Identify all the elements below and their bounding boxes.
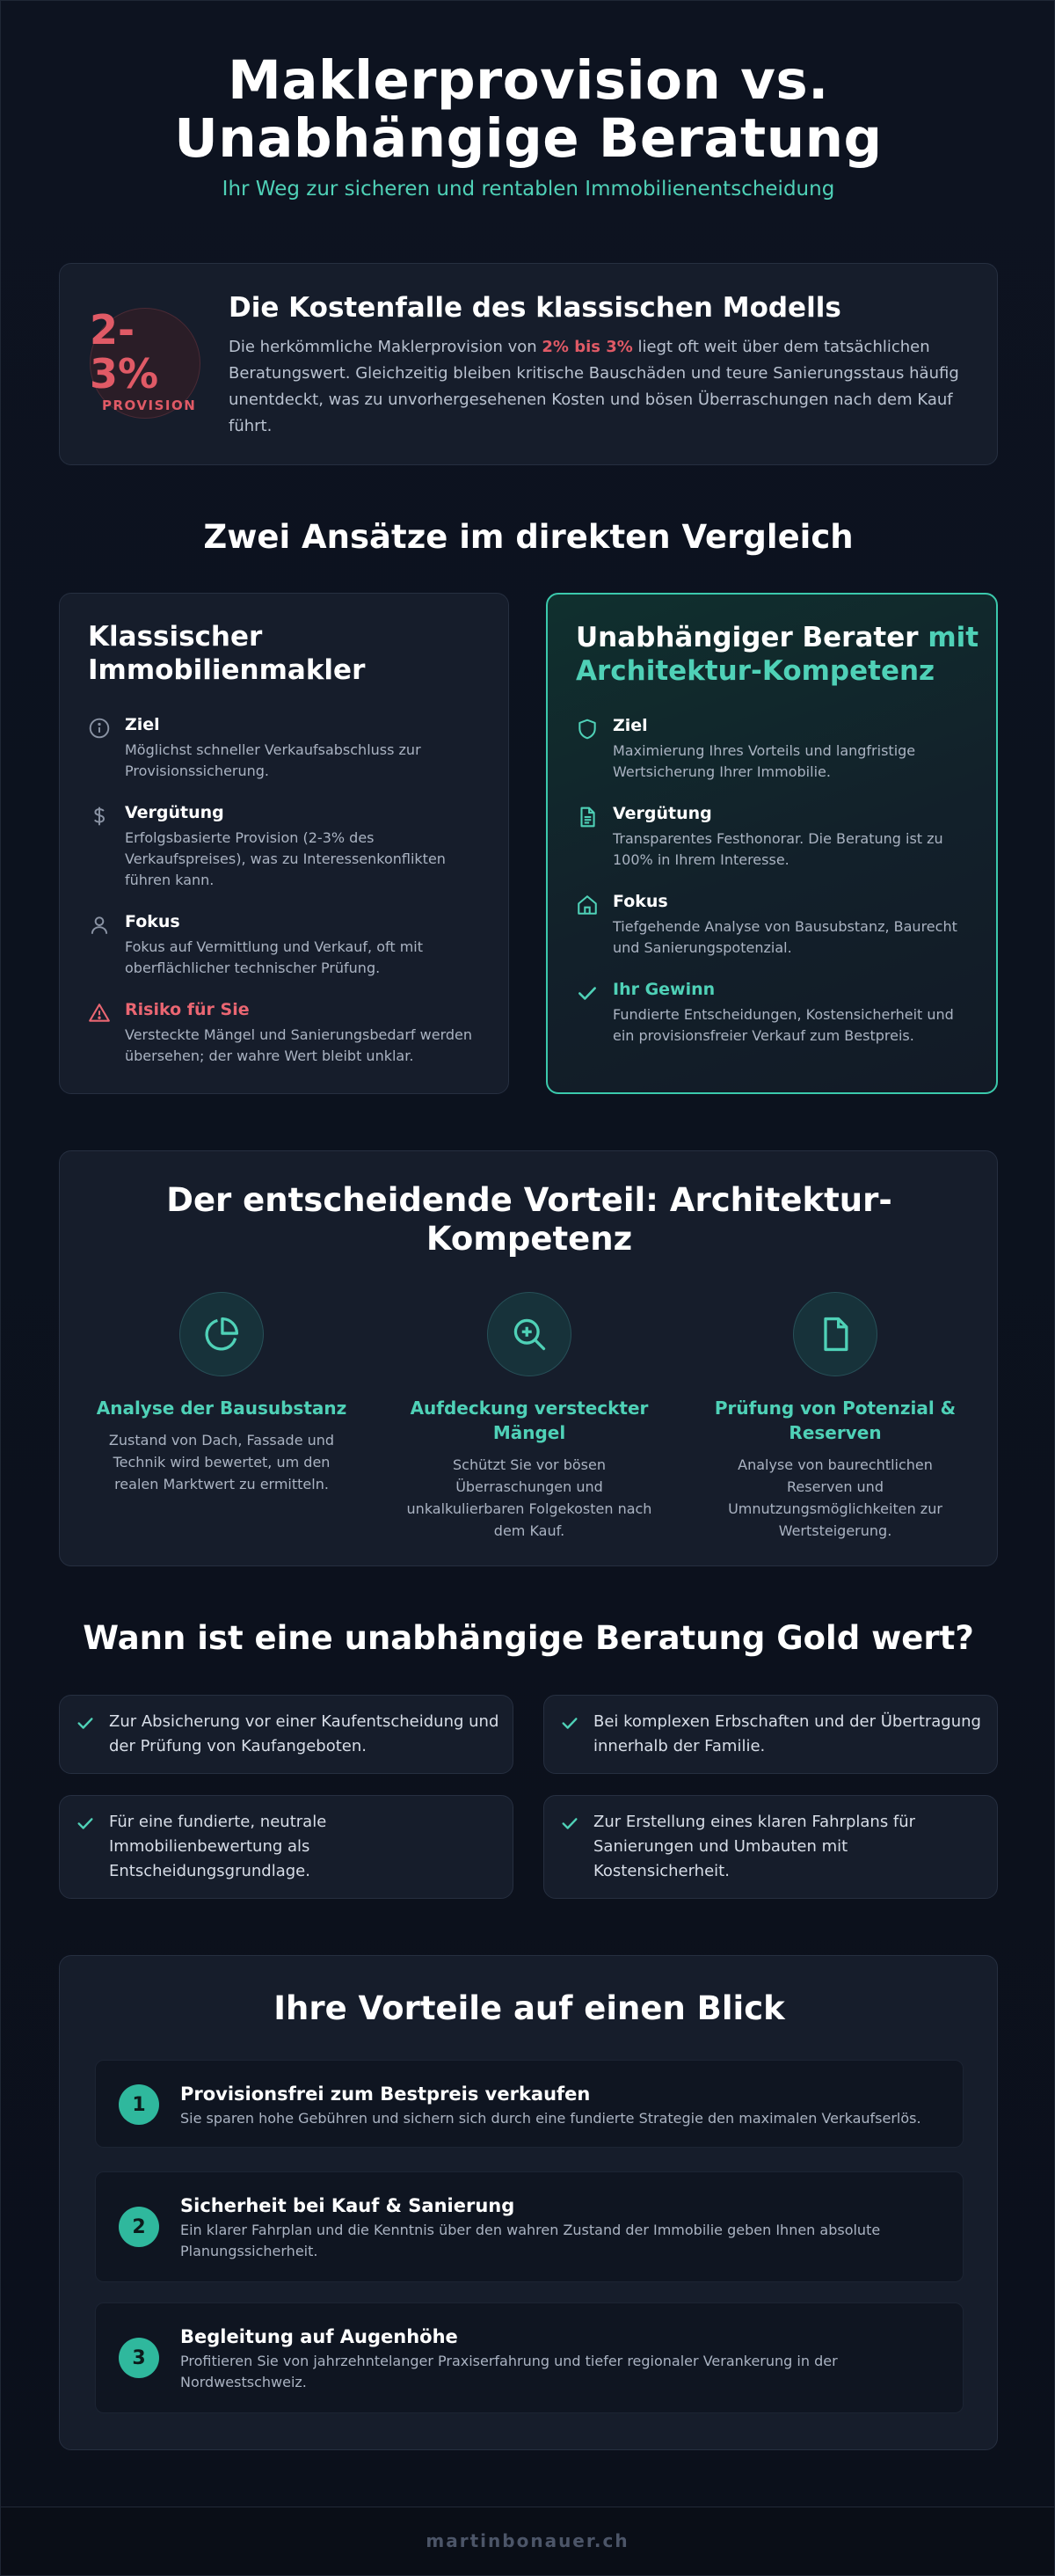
benefit-title: Sicherheit bei Kauf & Sanierung <box>180 2195 515 2216</box>
when-item-text: Zur Erstellung eines klaren Fahrplans für Sanierungen und Umbauten mit Kostensicherheit. <box>593 1813 916 1880</box>
feature-building-analysis <box>81 1292 362 1495</box>
benefit-title: Provisionsfrei zum Bestpreis verkaufen <box>180 2083 591 2105</box>
benefit-number-badge: 2 <box>119 2207 159 2247</box>
when-item-text: Für eine fundierte, neutrale Immobilienbewertung als Entscheidungsgrundlage. <box>109 1813 327 1880</box>
classic-item-goal <box>88 715 484 794</box>
feature-title: Aufdeckung versteckter Mängel <box>410 1397 649 1443</box>
commission-label: PROVISION <box>102 398 197 413</box>
classic-goal-text: Möglichst schneller Verkaufsabschluss zur Provisionssicherung. <box>125 741 421 779</box>
architecture-advantage-title-line-2: Kompetenz <box>426 1220 633 1258</box>
check-icon <box>560 1713 579 1733</box>
architecture-advantage-card <box>59 1150 998 1566</box>
benefits-title: Ihre Vorteile auf einen Blick <box>273 1989 785 2027</box>
when-item <box>59 1695 513 1774</box>
independent-goal-text: Maximierung Ihres Vorteils und langfristige Wertsicherung Ihrer Immobilie. <box>613 742 916 780</box>
feature-text: Zustand von Dach, Fassade und Technik wird bewertet, um den realen Marktwert zu ermitteln. <box>108 1432 335 1492</box>
classic-focus-text: Fokus auf Vermittlung und Verkauf, oft mit oberflächlicher technischer Prüfung. <box>125 938 423 976</box>
pie-chart-icon <box>202 1315 241 1354</box>
warning-icon <box>88 1002 111 1025</box>
feature-text: Analyse von baurechtlichen Reserven und Umnutzungsmöglichkeiten zur Wertsteigerung. <box>728 1456 942 1539</box>
classic-broker-title-line-2: Immobilienmakler <box>88 654 366 686</box>
check-icon <box>576 982 599 1004</box>
independent-goal-label: Ziel <box>613 716 648 735</box>
benefit-text: Sie sparen hohe Gebühren und sichern sich durch eine fundierte Strategie den maximalen Verkaufserlös. <box>180 2110 921 2127</box>
classic-item-focus <box>88 912 484 991</box>
commission-percentage-line-2: 3% <box>90 350 159 398</box>
independent-gain-text: Fundierte Entscheidungen, Kostensicherheit und ein provisionsfreier Verkauf zum Bestpreis. <box>613 1006 954 1044</box>
when-item <box>59 1795 513 1899</box>
cost-text-part-1: Die herkömmliche Maklerprovision von <box>229 338 542 356</box>
page-subtitle: Ihr Weg zur sicheren und rentablen Immobilienentscheidung <box>222 178 835 201</box>
independent-title-accent-1: mit <box>928 622 979 653</box>
independent-item-focus <box>576 892 971 971</box>
when-item <box>543 1795 998 1899</box>
footer <box>1 2507 1054 2575</box>
commission-percentage-line-1: 2- <box>90 306 135 354</box>
cost-trap-card <box>59 263 998 465</box>
home-icon <box>576 894 599 916</box>
cost-text-highlight: 2% bis 3% <box>542 338 633 356</box>
cost-text-part-2: liegt oft weit über dem tatsächlichen Beratungswert. Gleichzeitig bleiben kritische Bauschäden und teure Sanierungsstaus häufig unentdeckt, was zu unvorhergesehenen Kosten und bösen Überraschungen nach dem Kauf führt. <box>229 338 959 435</box>
feature-icon-circle <box>179 1292 264 1376</box>
classic-item-risk <box>88 1000 484 1079</box>
commission-percentage <box>90 308 158 396</box>
classic-risk-text: Versteckte Mängel und Sanierungsbedarf werden übersehen; der wahre Wert bleibt unklar. <box>125 1026 473 1064</box>
benefit-title: Begleitung auf Augenhöhe <box>180 2326 458 2347</box>
classic-item-compensation <box>88 803 484 900</box>
document-icon <box>576 806 599 828</box>
independent-advisor-card <box>546 593 998 1094</box>
independent-focus-label: Fokus <box>613 892 668 911</box>
independent-title-accent-2: Architektur-Kompetenz <box>576 655 935 687</box>
when-item-text: Zur Absicherung vor einer Kaufentscheidung und der Prüfung von Kaufangeboten. <box>109 1712 499 1755</box>
feature-icon-circle <box>793 1292 877 1376</box>
benefit-text: Profitieren Sie von jahrzehntelanger Praxiserfahrung und tiefer regionaler Verankerung in der Nordwestschweiz. <box>180 2353 838 2390</box>
architecture-advantage-title-line-1: Der entscheidende Vorteil: Architektur- <box>166 1181 892 1219</box>
classic-broker-card <box>59 593 509 1094</box>
page-title-line-2: Unabhängige Beratung <box>174 107 883 170</box>
benefit-number-badge: 3 <box>119 2338 159 2378</box>
benefit-item <box>95 2060 964 2148</box>
check-icon <box>76 1813 95 1833</box>
benefit-item <box>95 2171 964 2282</box>
page-title <box>1 49 1055 170</box>
classic-risk-label: Risiko für Sie <box>125 1000 250 1019</box>
independent-focus-text: Tiefgehende Analyse von Bausubstanz, Baurecht und Sanierungspotenzial. <box>613 918 957 956</box>
classic-broker-title <box>88 620 492 687</box>
comparison-title: Zwei Ansätze im direkten Vergleich <box>203 518 854 556</box>
info-icon <box>88 717 111 740</box>
cost-trap-text <box>229 334 967 440</box>
check-icon <box>560 1813 579 1833</box>
shield-icon <box>576 718 599 741</box>
classic-focus-label: Fokus <box>125 912 180 931</box>
independent-gain-label: Ihr Gewinn <box>613 980 716 999</box>
architecture-advantage-title <box>60 1181 999 1259</box>
user-icon <box>88 914 111 937</box>
feature-hidden-defects <box>389 1292 670 1542</box>
classic-broker-title-line-1: Klassischer <box>88 621 263 653</box>
classic-goal-label: Ziel <box>125 715 160 734</box>
feature-icon-circle <box>487 1292 571 1376</box>
file-icon <box>816 1315 855 1354</box>
independent-compensation-text: Transparentes Festhonorar. Die Beratung ist zu 100% in Ihrem Interesse. <box>613 830 943 868</box>
independent-item-compensation <box>576 804 971 883</box>
classic-compensation-text: Erfolgsbasierte Provision (2-3% des Verkaufspreises), was zu Interessenkonflikten führen kann. <box>125 829 446 888</box>
independent-item-goal <box>576 716 971 795</box>
independent-title-plain: Unabhängiger Berater <box>576 622 928 653</box>
benefit-item <box>95 2302 964 2413</box>
feature-title: Analyse der Bausubstanz <box>96 1397 347 1419</box>
zoom-in-icon <box>510 1315 549 1354</box>
benefit-number-badge: 1 <box>119 2084 159 2125</box>
when-item-text: Bei komplexen Erbschaften und der Übertragung innerhalb der Familie. <box>593 1712 981 1755</box>
when-item <box>543 1695 998 1774</box>
feature-text: Schützt Sie vor bösen Überraschungen und unkalkulierbaren Folgekosten nach dem Kauf. <box>406 1456 652 1539</box>
benefit-text: Ein klarer Fahrplan und die Kenntnis über den wahren Zustand der Immobilie geben Ihnen absolute Planungssicherheit. <box>180 2222 881 2259</box>
independent-item-gain <box>576 980 971 1059</box>
dollar-icon <box>88 805 111 828</box>
when-title: Wann ist eine unabhängige Beratung Gold wert? <box>83 1619 974 1657</box>
footer-domain-link[interactable]: martinbonauer.ch <box>426 2530 629 2551</box>
classic-compensation-label: Vergütung <box>125 803 224 822</box>
benefits-card <box>59 1955 998 2450</box>
independent-compensation-label: Vergütung <box>613 804 712 823</box>
check-icon <box>76 1713 95 1733</box>
cost-trap-title: Die Kostenfalle des klassischen Modells <box>229 292 841 324</box>
feature-title: Prüfung von Potenzial & Reserven <box>714 1397 957 1443</box>
feature-potential-reserves <box>695 1292 976 1542</box>
page-title-line-1: Maklerprovision vs. <box>228 49 829 112</box>
independent-advisor-title <box>576 621 980 688</box>
